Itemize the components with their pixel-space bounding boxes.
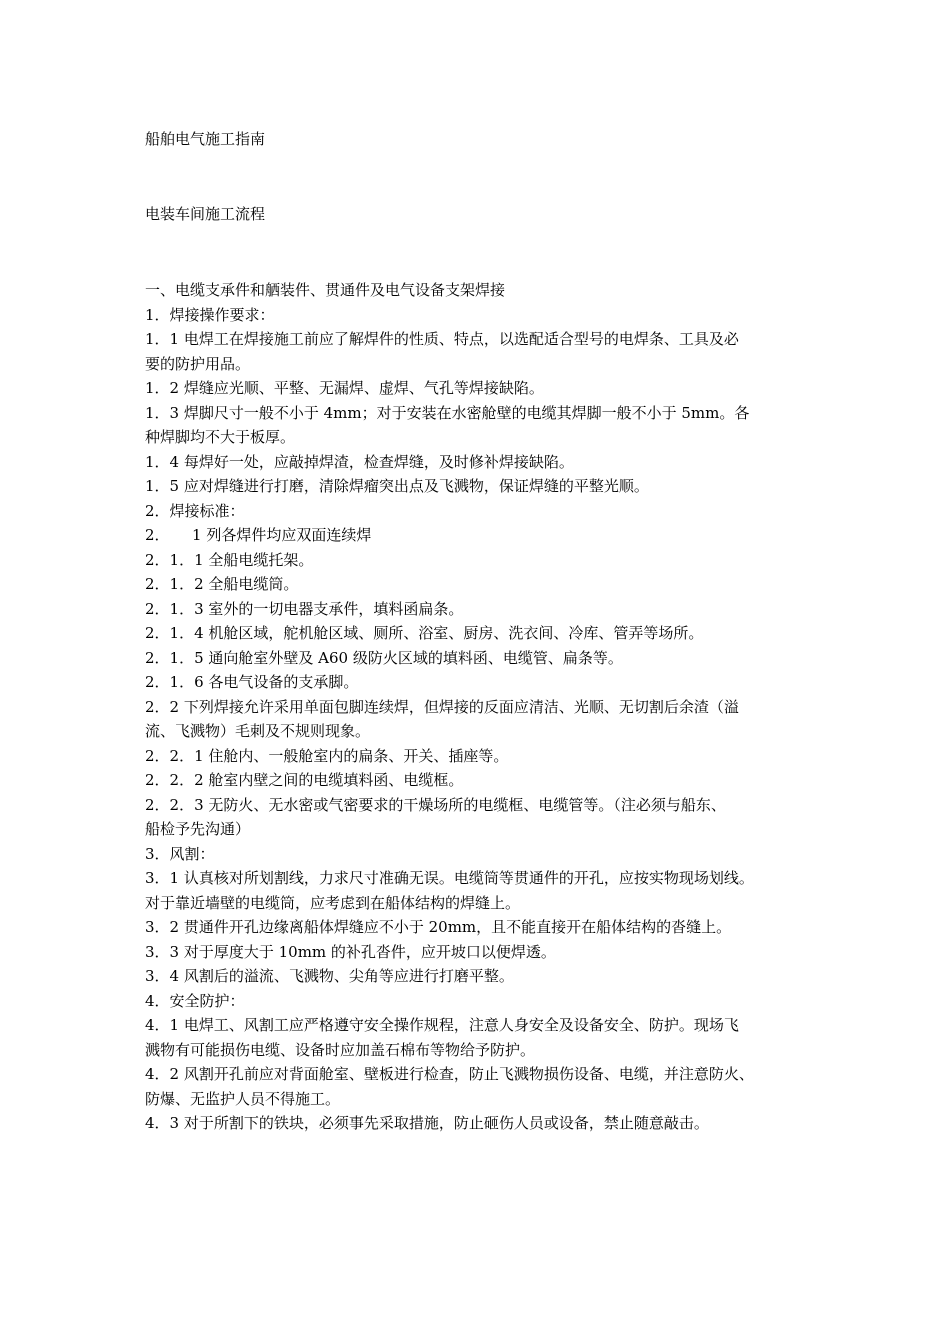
- paragraph-line: 1．1 电焊工在焊接施工前应了解焊件的性质、特点，以选配适合型号的电焊条、工具及必: [145, 330, 739, 348]
- subsection-heading: 3．风割：: [145, 844, 215, 863]
- paragraph-line: 防爆、无监护人员不得施工。: [145, 1089, 341, 1108]
- document-subtitle: 电装车间施工流程: [145, 205, 266, 223]
- document-title: 船舶电气施工指南: [145, 130, 266, 148]
- paragraph-line: 2．1．6 各电气设备的支承脚。: [145, 673, 359, 691]
- paragraph-line: 1．5 应对焊缝进行打磨，清除焊瘤突出点及飞溅物，保证焊缝的平整光顺。: [145, 477, 649, 495]
- paragraph-line: 4．2 风割开孔前应对背面舱室、壁板进行检查，防止飞溅物损伤设备、电缆，并注意防火、: [145, 1065, 754, 1083]
- paragraph-line: 2．1．4 机舱区域，舵机舱区域、厕所、浴室、厨房、洗衣间、冷库、管弄等场所。: [145, 624, 704, 642]
- paragraph-line: 4．3 对于所割下的铁块，必须事先采取措施，防止砸伤人员或设备，禁止随意敲击。: [145, 1114, 709, 1132]
- paragraph-line: 要的防护用品。: [145, 354, 251, 373]
- paragraph-line: 1．3 焊脚尺寸一般不小于 4mm；对于安装在水密舱壁的电缆其焊脚一般不小于 5mm。各: [145, 403, 750, 422]
- paragraph-line: 种焊脚均不大于板厚。: [145, 428, 296, 446]
- paragraph-line: 流、飞溅物）毛刺及不规则现象。: [145, 722, 371, 740]
- paragraph-line: 3．1 认真核对所划割线，力求尺寸准确无误。电缆筒等贯通件的开孔，应按实物现场划线。: [145, 869, 754, 887]
- paragraph-line: 2．1．1 全船电缆托架。: [145, 550, 314, 569]
- paragraph-line: 2． 1 列各焊件均应双面连续焊: [145, 526, 372, 544]
- paragraph-line: 2．2 下列焊接允许采用单面包脚连续焊，但焊接的反面应清洁、光顺、无切割后余渣（溢: [145, 697, 739, 716]
- paragraph-line: 1．4 每焊好一处，应敲掉焊渣，检查焊缝，及时修补焊接缺陷。: [145, 452, 574, 471]
- paragraph-line: 2．2．2 舱室内壁之间的电缆填料函、电缆框。: [145, 771, 464, 789]
- subsection-heading: 1．焊接操作要求：: [145, 305, 275, 324]
- paragraph-line: 2．2．1 住舱内、一般舱室内的扁条、开关、插座等。: [145, 746, 509, 765]
- paragraph-line: 溅物有可能损伤电缆、设备时应加盖石棉布等物给予防护。: [145, 1040, 536, 1059]
- document-body: [145, 278, 835, 1136]
- paragraph-line: 对于靠近墙壁的电缆筒，应考虑到在船体结构的焊缝上。: [145, 893, 521, 912]
- paragraph-line: 3．4 风割后的溢流、飞溅物、尖角等应进行打磨平整。: [145, 967, 514, 985]
- paragraph-line: 4．1 电焊工、风割工应严格遵守安全操作规程，注意人身安全及设备安全、防护。现场飞: [145, 1016, 739, 1034]
- paragraph-line: 2．1．2 全船电缆筒。: [145, 575, 299, 593]
- paragraph-line: 2．1．3 室外的一切电器支承件，填料函扁条。: [145, 599, 464, 618]
- section-heading: 一、电缆支承件和舾装件、贯通件及电气设备支架焊接: [145, 281, 506, 299]
- paragraph-line: 2．1．5 通向舱室外壁及 A60 级防火区域的填料函、电缆管、扁条等。: [145, 648, 623, 667]
- subsection-heading: 4．安全防护：: [145, 991, 245, 1010]
- paragraph-line: 3．2 贯通件开孔边缘离船体焊缝应不小于 20mm，且不能直接开在船体结构的沓缝上。: [145, 918, 732, 936]
- paragraph-line: 1．2 焊缝应光顺、平整、无漏焊、虚焊、气孔等焊接缺陷。: [145, 379, 544, 397]
- paragraph-line: 2．2．3 无防火、无水密或气密要求的干燥场所的电缆框、电缆管等。（注必须与船东、: [145, 795, 726, 814]
- subsection-heading: 2．焊接标准：: [145, 501, 245, 520]
- paragraph-line: 船检予先沟通）: [145, 820, 251, 838]
- paragraph-line: 3．3 对于厚度大于 10mm 的补孔沓件，应开坡口以便焊透。: [145, 942, 556, 961]
